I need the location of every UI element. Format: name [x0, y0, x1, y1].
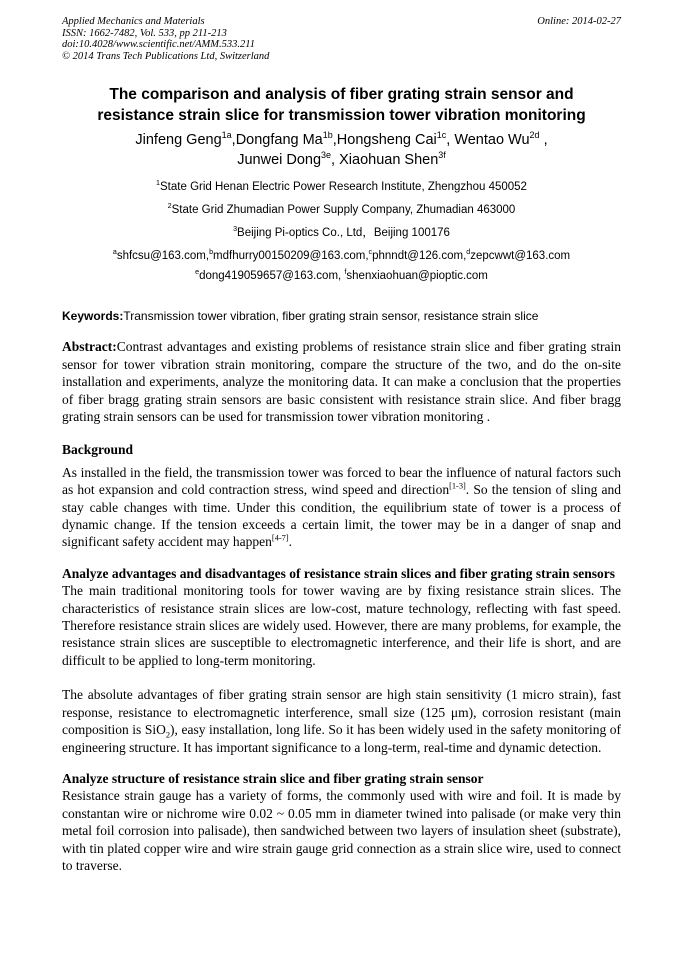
journal-header [62, 16, 621, 62]
paper-title-line1: The comparison and analysis of fiber grating strain sensor and [109, 86, 574, 104]
affiliation-sup: 3 [233, 225, 238, 234]
paper-title-line2: resistance strain slice for transmission tower vibration monitoring [97, 107, 586, 125]
author-affil-sup: 3f [438, 150, 446, 161]
email-sup: a [112, 248, 117, 257]
section-heading-background: Background [62, 442, 134, 458]
keywords-text: Transmission tower vibration, fiber grating strain sensor, resistance strain slice [123, 309, 539, 324]
journal-issn: ISSN: 1662-7482, Vol. 533, pp 211-213 [62, 27, 227, 39]
background-text: . [288, 534, 293, 550]
email-address: phnndt@126.com, [372, 250, 467, 263]
affiliation-text: Beijing Pi-optics Co., Ltd，Beijing 100176 [237, 227, 450, 240]
emails-line2 [62, 266, 621, 286]
email-address: zepcwwt@163.com [470, 250, 571, 263]
author-affil-sup: 1c [436, 130, 447, 141]
author-affil-sup: 1b [322, 130, 333, 141]
author-affil-sup: 2d [529, 130, 540, 141]
author-name: Dongfang Ma [235, 132, 323, 149]
email-sup: b [209, 248, 214, 257]
authors-line1 [62, 130, 621, 150]
citation-ref: [1-3] [449, 481, 466, 491]
email-address: shfcsu@163.com, [116, 250, 210, 263]
background-text: As installed in the field, the transmission tower was forced to bear the influence of natural factors such as hot expansion and cold contraction stress, wind speed and direction [62, 464, 621, 498]
affiliation-2 [62, 199, 621, 222]
authors-line2 [62, 150, 621, 170]
author-name: Hongsheng Cai [336, 132, 437, 149]
advantages-paragraph-2 [62, 686, 621, 756]
journal-copyright: © 2014 Trans Tech Publications Ltd, Switzerland [62, 50, 270, 62]
abstract-paragraph [62, 338, 621, 425]
author-separator: , [231, 132, 236, 149]
author-name: Xiaohuan Shen [339, 152, 439, 169]
email-sup: f [344, 268, 347, 277]
journal-info-block [62, 16, 269, 62]
abstract-text: Contrast advantages and existing problems of resistance strain slice and fiber grating strain sensor for tower vibration strain monitoring, compare the structure of the two, and do the on-site installation and experiments, analyze the monitoring data. It can make a conclusion that the properties of fiber bragg grating strain sensors are basic consistent with resistance strain slice. And fiber bragg grating strain sensors can be used for transmission tower vibration monitoring . [62, 339, 621, 424]
paper-title [62, 84, 621, 126]
email-sup: e [195, 268, 200, 277]
emails-line1 [62, 246, 621, 266]
journal-name: Applied Mechanics and Materials [62, 16, 205, 27]
background-paragraph [62, 464, 621, 551]
author-separator: , [331, 152, 340, 169]
author-name: Junwei Dong [237, 152, 322, 169]
author-name: Wentao Wu [454, 132, 530, 149]
section-heading-advantages: Analyze advantages and disadvantages of resistance strain slices and fiber grating strain sensors [62, 565, 616, 581]
online-date: Online: 2014-02-27 [537, 16, 621, 27]
email-address: mdfhurry00150209@163.com, [213, 250, 369, 263]
email-address: dong419059657@163.com, [199, 270, 345, 283]
abstract-label: Abstract: [62, 339, 117, 355]
email-sup: c [368, 248, 373, 257]
author-separator: , [446, 132, 455, 149]
email-sup: d [466, 248, 471, 257]
keywords-line [62, 309, 621, 324]
affiliation-text: State Grid Henan Electric Power Research Institute, Zhengzhou 450052 [160, 181, 527, 194]
citation-ref: [4-7] [271, 533, 289, 543]
affiliation-text: State Grid Zhumadian Power Supply Company, Zhumadian 463000 [171, 204, 516, 217]
author-separator: , [332, 132, 337, 149]
affiliation-sup: 1 [156, 179, 161, 188]
author-name: Jinfeng Geng [135, 132, 222, 149]
affiliation-3 [62, 222, 621, 245]
advantages-text: ), easy installation, long life. So it has been widely used in the safety monitoring of engineering structure. It has important significance to a long-term, real-time and dynamic detection. [62, 722, 621, 755]
background-text: . So the tension of sling and stay cable changes with time. Under this condition, the equilibrium state of tower is a process of dynamic change. If the tension exceeds a certain limit, the tower may be in a danger of snap and significant safety accident may happen [62, 482, 621, 550]
author-separator: , [539, 132, 548, 149]
authors-block [62, 130, 621, 170]
section-heading-structure: Analyze structure of resistance strain slice and fiber grating strain sensor [62, 770, 484, 786]
affiliation-1 [62, 176, 621, 199]
journal-doi: doi:10.4028/www.scientific.net/AMM.533.211 [62, 39, 255, 51]
structure-paragraph: Resistance strain gauge has a variety of forms, the commonly used with wire and foil. It is made by constantan wire or nichrome wire 0.02 ~ 0.05 mm in diameter twined into palisade (or make very thin metal foil corrosion into palisade), then sandwiched between two layers of insulation sheet (substrate), with tin plated copper wire and wire strain gauge grid connection as a strain slice wire, used to connect to traverse. [62, 788, 621, 873]
email-address: shenxiaohuan@pioptic.com [346, 270, 488, 283]
advantages-paragraph-1: The main traditional monitoring tools for tower waving are by fixing resistance strain slices. The characteristics of resistance strain slices are low-cost, mature technology, reflecting with fast speed. Therefore resistance strain slices are widely used. However, there are many problems, for example, the resistance strain slices are susceptible to electromagnetic interference, and their life is short, and are difficult to be applied to long-term monitoring. [62, 583, 621, 668]
chemical-subscript: 2 [165, 730, 171, 740]
keywords-label: Keywords: [62, 309, 124, 324]
affiliations-block [62, 176, 621, 245]
emails-block [62, 246, 621, 286]
affiliation-sup: 2 [167, 202, 172, 211]
author-affil-sup: 3e [321, 150, 332, 161]
author-affil-sup: 1a [221, 130, 232, 141]
advantages-text: The absolute advantages of fiber grating strain sensor are high stain sensitivity (1 micro strain), fast response, resistance to electromagnetic interference, small size (125 μm), corrosion resistant (main composition is SiO [62, 687, 621, 738]
